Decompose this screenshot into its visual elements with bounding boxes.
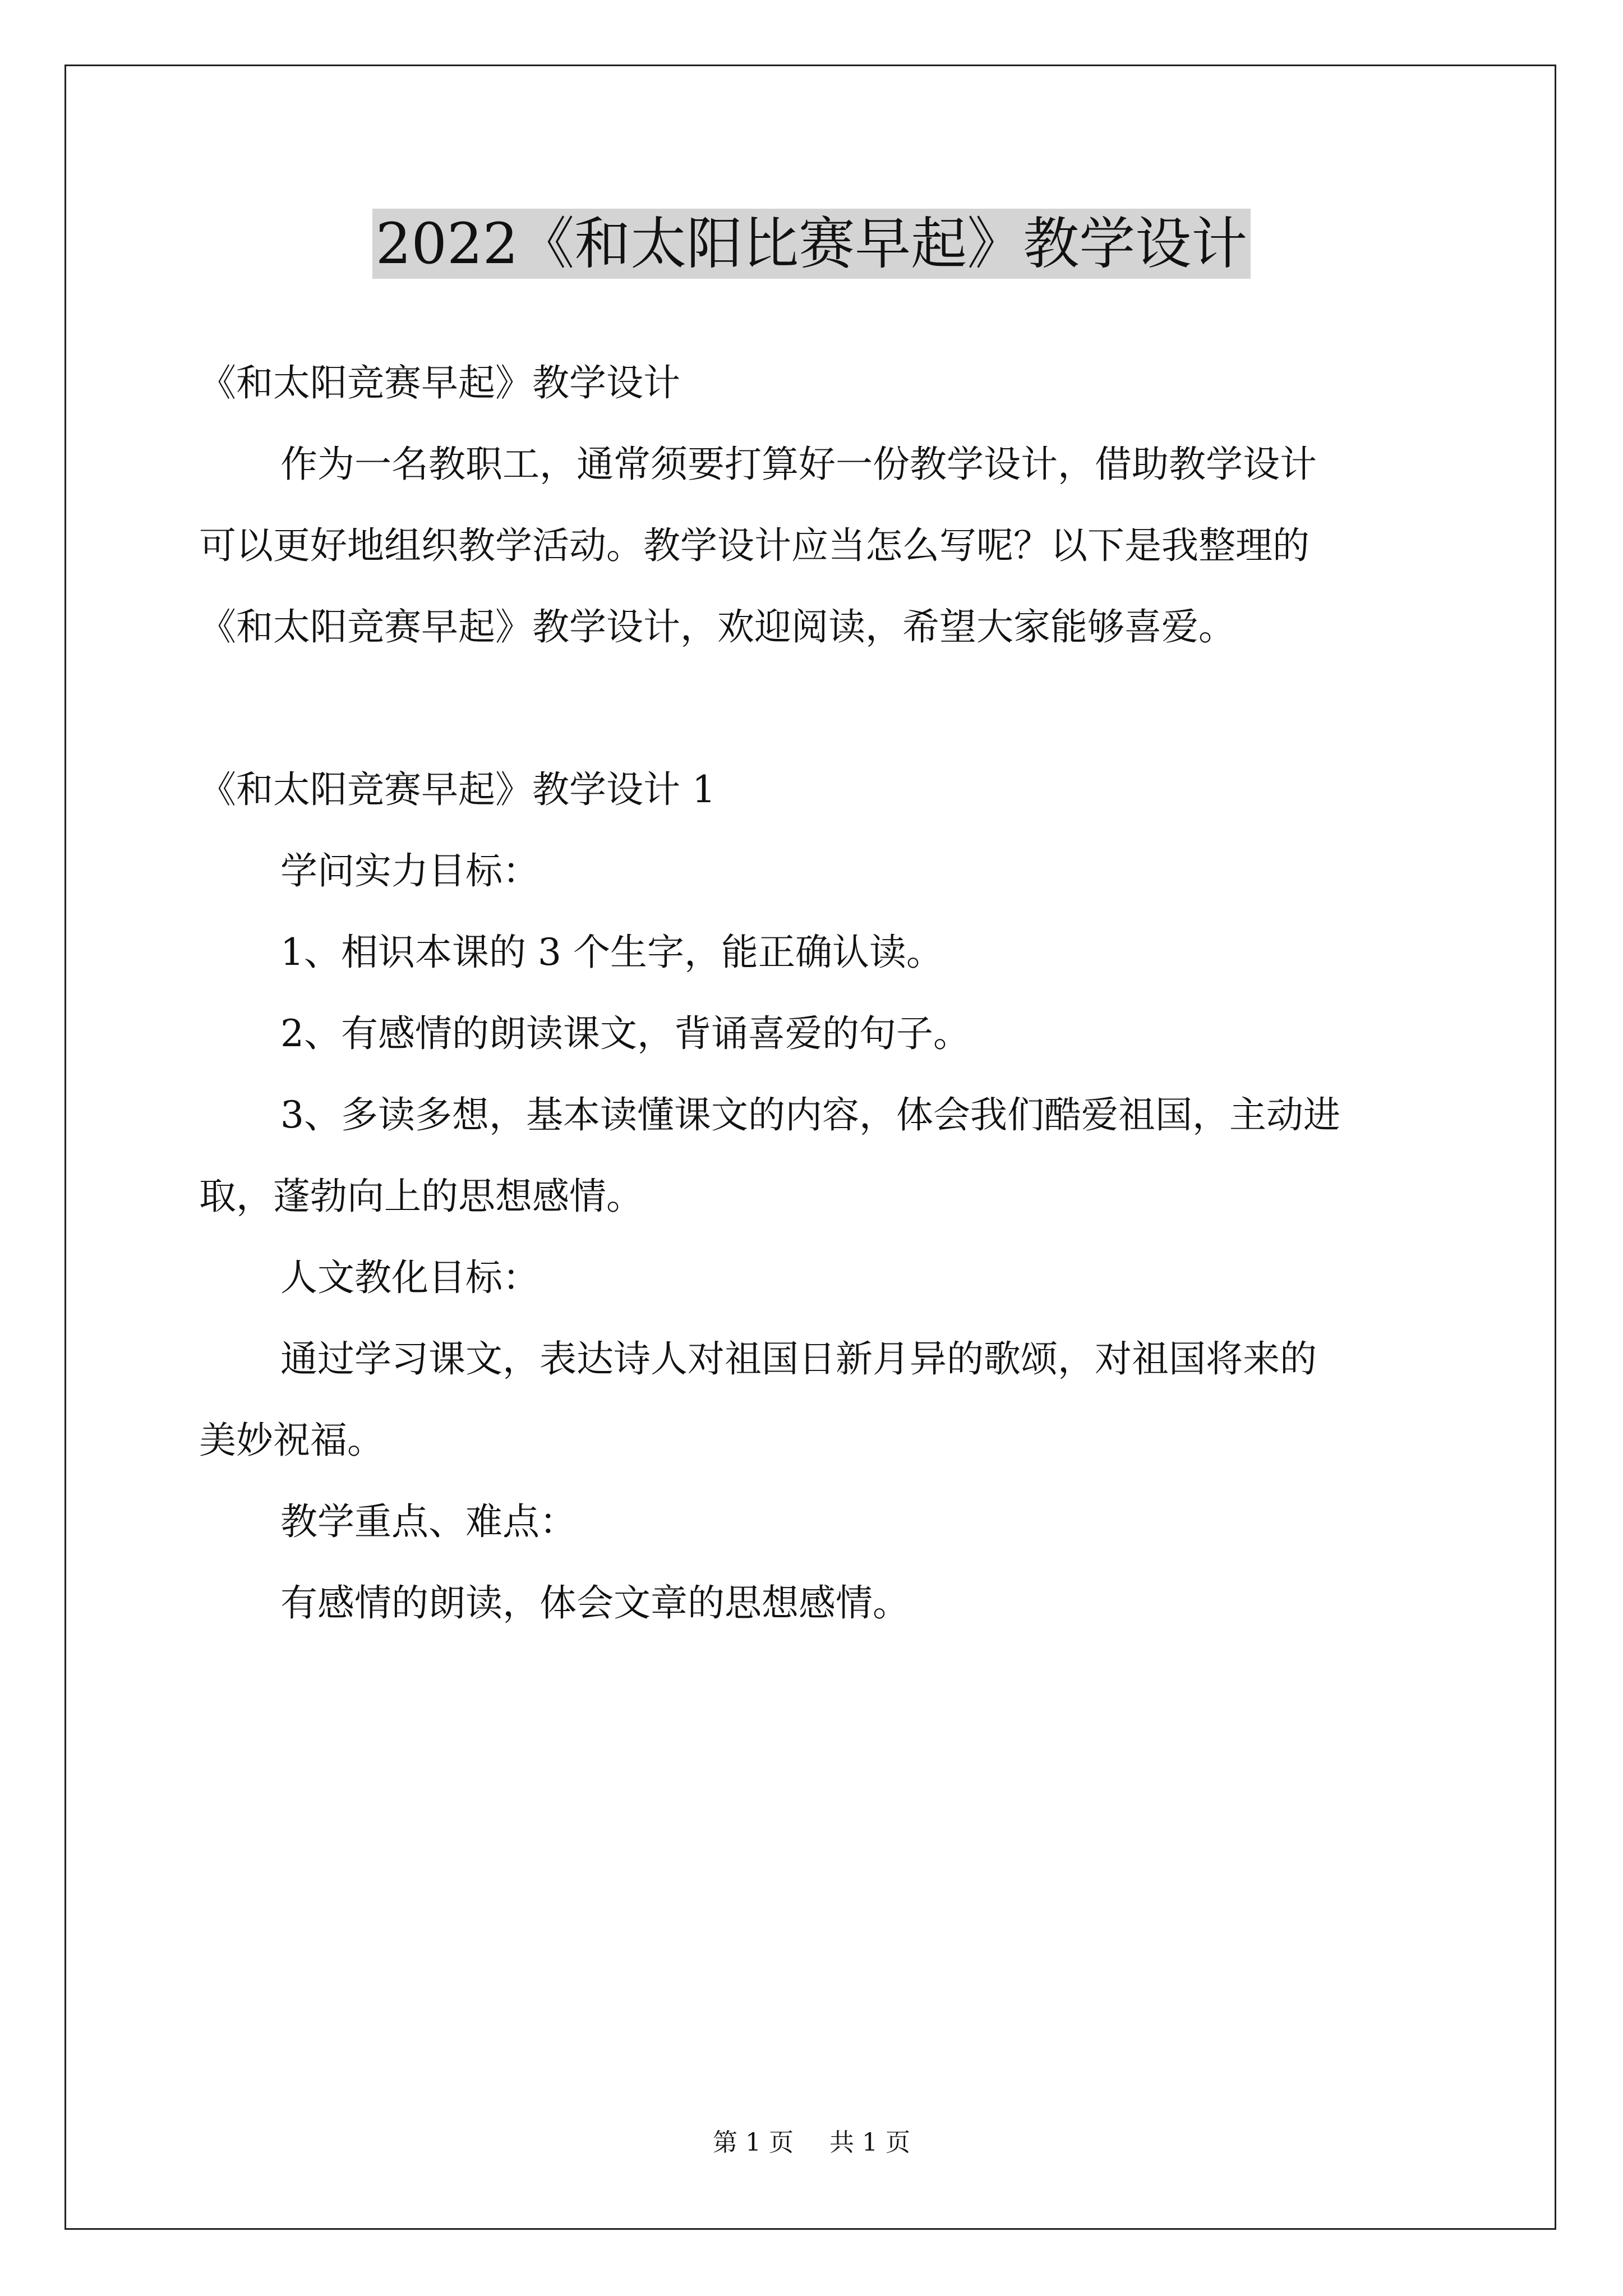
goal-item-2: 2、有感情的朗读课文，背诵喜爱的句子。 xyxy=(280,1012,970,1055)
page-number-total: 共 1 页 xyxy=(829,2128,910,2157)
goal-item-3-line-1: 3、多读多想，基本读懂课文的内容，体会我们酷爱祖国，主动进 xyxy=(280,1093,1340,1137)
page-number-current: 第 1 页 xyxy=(713,2128,794,2157)
humanities-goal-heading: 人文教化目标： xyxy=(280,1256,540,1299)
intro-line-3: 《和太阳竞赛早起》教学设计，欢迎阅读，希望大家能够喜爱。 xyxy=(199,605,1235,648)
subtitle: 《和太阳竞赛早起》教学设计 xyxy=(199,361,680,404)
intro-line-2: 可以更好地组织教学活动。教学设计应当怎么写呢？以下是我整理的 xyxy=(199,524,1310,567)
humanities-line-1: 通过学习课文，表达诗人对祖国日新月异的歌颂，对祖国将来的 xyxy=(280,1337,1317,1381)
document-title-text: 2022《和太阳比赛早起》教学设计 xyxy=(372,209,1251,279)
key-points-text: 有感情的朗读，体会文章的思想感情。 xyxy=(280,1581,910,1625)
goal-item-3-line-2: 取，蓬勃向上的思想感情。 xyxy=(199,1175,643,1218)
paragraph-gap xyxy=(199,668,1433,749)
document-title xyxy=(0,205,1623,283)
humanities-line-2: 美妙祝福。 xyxy=(199,1419,384,1462)
key-points-heading: 教学重点、难点： xyxy=(280,1500,577,1543)
knowledge-goal-heading: 学问实力目标： xyxy=(280,849,540,892)
goal-item-1: 1、相识本课的 3 个生字，能正确认读。 xyxy=(280,931,943,974)
page-footer xyxy=(0,2126,1623,2160)
document-body xyxy=(199,342,1433,1644)
intro-line-1: 作为一名教职工，通常须要打算好一份教学设计，借助教学设计 xyxy=(280,443,1317,486)
section-heading: 《和太阳竞赛早起》教学设计 1 xyxy=(199,768,716,811)
